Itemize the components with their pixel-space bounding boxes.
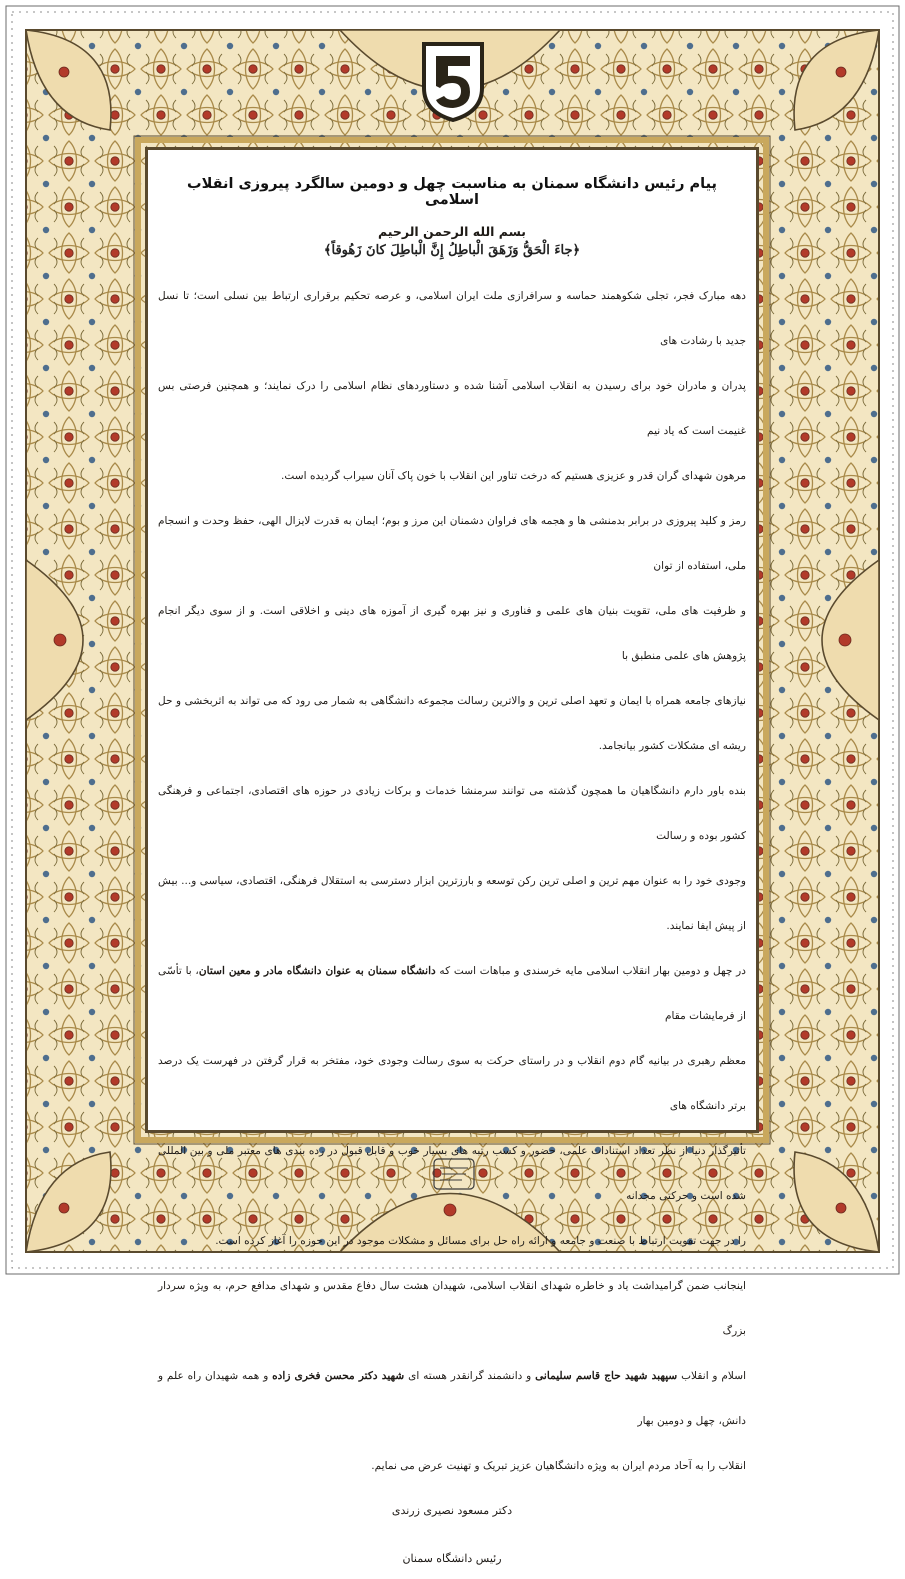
text-line: نیازهای جامعه همراه با ایمان و تعهد اصلی ترین و والاترین رسالت مجموعه دانشگاهی به شمار می رود که می تواند به اثربخشی و حل ریشه ای مشکلات کشور بیانجامد.	[158, 695, 746, 752]
university-logo-icon	[418, 40, 488, 122]
text-segment: ، با تأسّی از فرمایشات مقام	[158, 965, 746, 1022]
text-line: وجودی خود را به عنوان مهم ترین و اصلی ترین رکن توسعه و بارزترین ابزار دسترسی به استقلال فرهنگی، اقتصادی، سیاسی و... بیش از پیش ایفا نمایند.	[158, 875, 746, 932]
text-segment: و همه شهیدان راه علم و دانش، چهل و دومین بهار	[158, 1370, 746, 1427]
emphasized-text: سپهبد شهید حاج قاسم سلیمانی	[535, 1370, 678, 1382]
page-title: پیام رئیس دانشگاه سمنان به مناسبت چهل و دومین سالگرد پیروزی انقلاب اسلامی	[187, 176, 717, 208]
signature-role: رئیس دانشگاه سمنان	[402, 1552, 502, 1565]
text-line: را در جهت تقویت ارتباط با صنعت و جامعه و ارائه راه حل برای مسائل و مشکلات موجود در این حوزه را آغاز کرده است.	[215, 1235, 746, 1247]
seal-stamp-icon	[432, 1156, 476, 1192]
text-line: بنده باور دارم دانشگاهیان ما همچون گذشته می توانند سرمنشا خدمات و برکات زیادی در حوزه های اقتصادی، اجتماعی و فرهنگی کشور بوده و رسالت	[158, 785, 746, 842]
text-line: پدران و مادران خود برای رسیدن به انقلاب اسلامی آشنا شده و دستاوردهای نظام اسلامی را درک نمایند؛ و همچنین فرصتی بس غنیمت است که یاد نیم	[158, 380, 746, 437]
text-segment: و دانشمند گرانقدر هسته ای	[404, 1370, 536, 1382]
letter-body	[158, 166, 747, 1565]
text-line: انقلاب را به آحاد مردم ایران به ویژه دانشگاهیان عزیز تبریک و تهنیت عرض می نمایم.	[371, 1460, 746, 1472]
letter-paragraph	[158, 499, 746, 769]
emphasized-text: شهید دکتر محسن فخری زاده	[272, 1370, 405, 1382]
text-line: دهه مبارک فجر، تجلی شکوهمند حماسه و سرافرازی ملت ایران اسلامی، و عرصه تحکیم برقراری ارتباط بین نسلی است؛ تا نسل جدید با رشادت های	[158, 290, 746, 347]
text-line: مرهون شهدای گران قدر و عزیزی هستیم که درخت تناور این انقلاب با خون پاک آنان سیراب گردیده است.	[281, 470, 746, 482]
letter-paragraph	[158, 769, 746, 949]
text-line	[158, 949, 746, 1039]
letter-paragraph	[158, 274, 746, 499]
text-line	[158, 1354, 746, 1444]
text-line: اینجانب ضمن گرامیداشت یاد و خاطره شهدای انقلاب اسلامی، شهیدان هشت سال دفاع مقدس و شهدای مدافع حرم، به ویژه سردار بزرگ	[158, 1280, 746, 1337]
paragraphs	[158, 274, 746, 1489]
quran-verse: ﴿جاءَ الْحَقُّ وَزَهَقَ الْباطِلُ إِنَّ الْباطِلَ كانَ زَهُوقاً﴾	[323, 243, 581, 258]
letter-paragraph	[158, 1264, 746, 1489]
text-line: معظم رهبری در بیانیه گام دوم انقلاب و در راستای حرکت به سوی رسالت وجودی خود، مفتخر به قرار گرفتن در فهرست یک درصد برتر دانشگاه های	[158, 1055, 746, 1112]
signature-name: دکتر مسعود نصیری زرندی	[391, 1504, 513, 1517]
letter-paragraph	[158, 949, 746, 1264]
basmala: بسم الله الرحمن الرحیم	[378, 224, 526, 239]
text-line: و ظرفیت های ملی، تقویت بنیان های علمی و فناوری و نیز بهره گیری از آموزه های دینی و اخلاقی است. و از سوی دیگر انجام پژوهش های علمی منطبق با	[158, 605, 746, 662]
text-line: رمز و کلید پیروزی در برابر بدمنشی ها و هجمه های فراوان دشمنان این مرز و بوم؛ ایمان به قدرت لایزال الهی، حفظ وحدت و انسجام ملی، استفاده از توان	[158, 515, 746, 572]
emphasized-text: دانشگاه سمنان به عنوان دانشگاه مادر و معین استان	[198, 965, 436, 977]
text-segment: در چهل و دومین بهار انقلاب اسلامی مایه خرسندی و مباهات است که	[435, 965, 746, 977]
text-line: تأثیرگذار دنیا از نظر تعداد استنادات علمی، حضور و کسب رتبه های بسیار خوب و قابل قبول در رده بندی های معتبر ملی و بین المللی شده است و حرکتی مجدانه	[158, 1145, 746, 1202]
text-segment: اسلام و انقلاب	[677, 1370, 747, 1382]
